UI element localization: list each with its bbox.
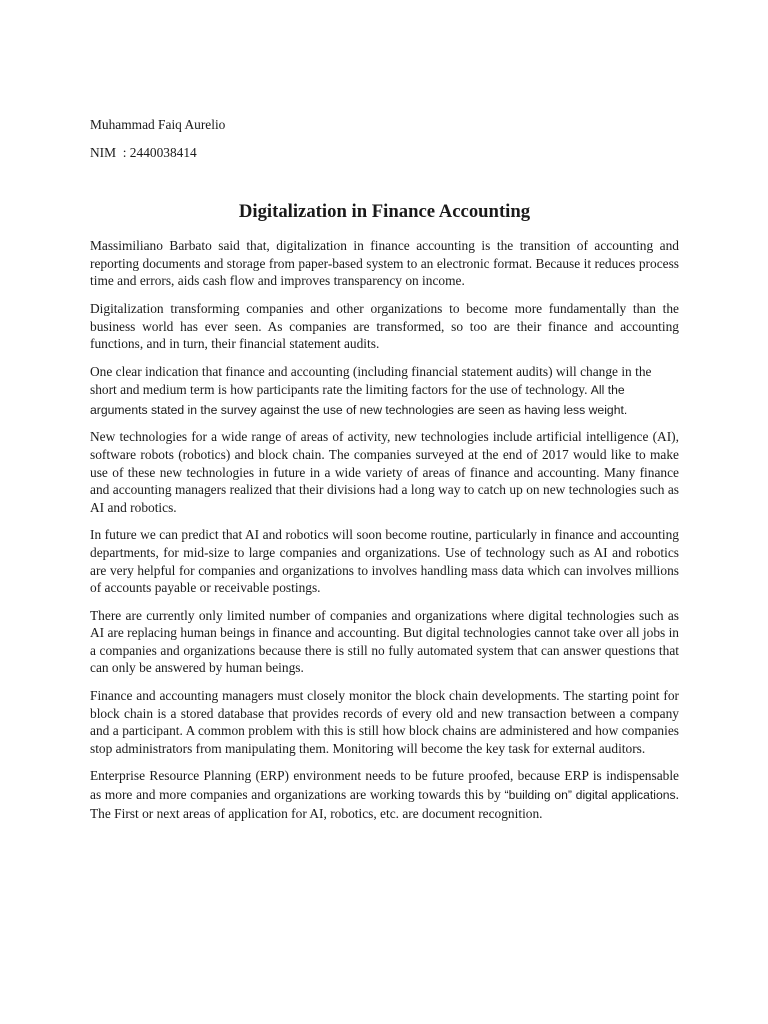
paragraph-6: There are currently only limited number of companies and organizations where digital technologies such as AI are replacing human beings in finance and accounting. But digital technologies cannot take over all jobs in a companies and organizations because there is still no fully automated system that can answer questions that can only be answered by human beings. [90, 607, 680, 676]
paragraph-3 [90, 363, 679, 421]
document-page [90, 116, 679, 833]
paragraph-3-serif-text: One clear indication that finance and accounting (including financial statement audits) will change in the short and medium term is how participants rate the limiting factors for the use of technology. [90, 363, 652, 398]
paragraph-7: Finance and accounting managers must closely monitor the block chain developments. The starting point for block chain is a stored database that provides records of every old and new transaction between a company and a participant. A common problem with this is still how block chains are administered and how companies stop administrators from manipulating them. Monitoring will become the key task for external auditors. [90, 688, 679, 756]
paragraph-1: Massimiliano Barbato said that, digitalization in finance accounting is the transition of accounting and reporting documents and storage from paper-based system to an electronic format. Because it reduces process time and errors, aids cash flow and improves transparency on income. [90, 238, 679, 289]
paragraph-2: Digitalization transforming companies and other organizations to become more fundamentally than the business world has ever seen. As companies are transformed, so too are their finance and accounting functions, and in turn, their financial statement audits. [90, 300, 679, 352]
paragraph-5: In future we can predict that AI and robotics will soon become routine, particularly in finance and accounting departments, for mid-size to large companies and organizations. Use of technology such as AI and robotics are very helpful for companies and organizations to involves handling mass data which can involves millions of accounts payable or receivable postings. [90, 527, 679, 596]
paragraph-3-sans-text: All the arguments stated in the survey against the use of new technologies are seen as having less weight. [90, 383, 628, 418]
paragraph-8-text-c: . The First or next areas of application for AI, robotics, etc. are document recognition. [90, 787, 679, 822]
author-name: Muhammad Faiq Aurelio [90, 117, 226, 132]
paragraph-8-text-a: Enterprise Resource Planning (ERP) environment needs to be future proofed, because ERP is indispensable as more and more companies and organizations are working towards this by [90, 768, 679, 803]
student-id: NIM : 2440038414 [90, 144, 197, 160]
paragraph-8 [90, 767, 679, 822]
paragraph-4: New technologies for a wide range of areas of activity, new technologies include artificial intelligence (AI), software robots (robotics) and block chain. The companies surveyed at the end of 2017 would like to make use of these new technologies in future in a wide variety of areas of finance and accounting. Many finance and accounting managers realized that their divisions had a long way to catch up on new technologies such as AI and robotics. [90, 429, 679, 515]
paragraph-8-text-b: “building on” digital applications [504, 788, 676, 803]
document-title: Digitalization in Finance Accounting [238, 201, 531, 223]
